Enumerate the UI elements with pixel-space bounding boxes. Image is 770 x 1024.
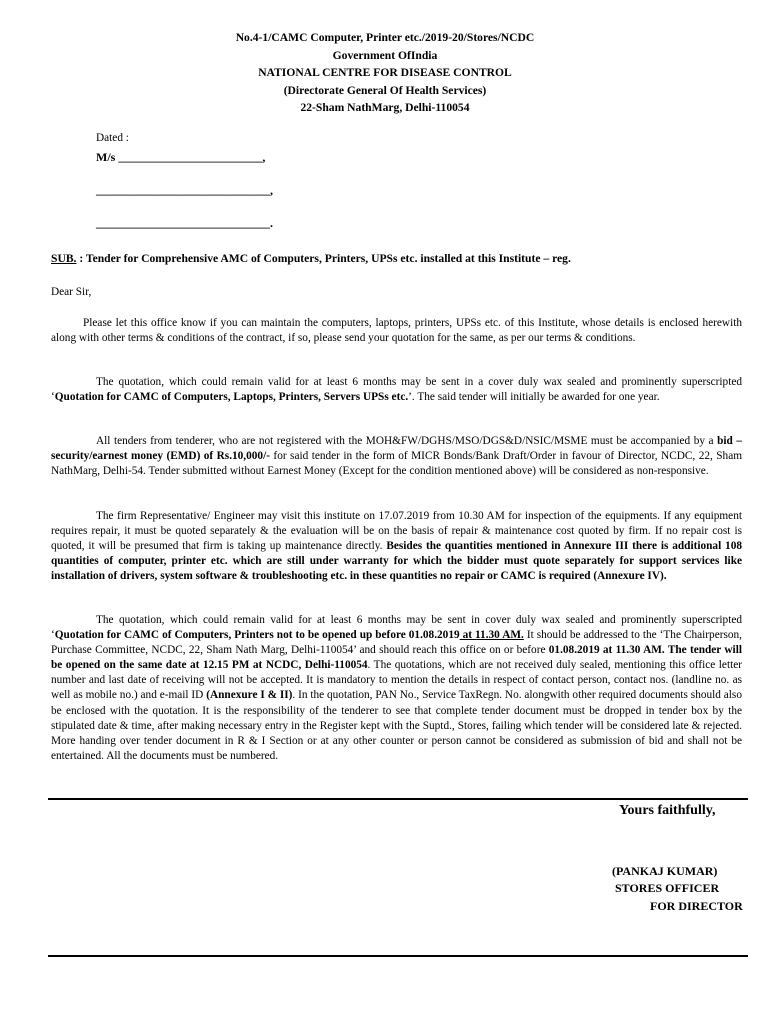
addressee-line-3: _____________________________. xyxy=(96,216,273,230)
yours-faithfully: Yours faithfully, xyxy=(619,803,716,818)
divider-bottom xyxy=(48,955,748,957)
paragraph-5-text-2: It should be addressed to the ‘The Chairperson, Purchase Committee, NCDC, 22, Sham Nath Marg, Delhi-110054’ and should reach this office on or before xyxy=(51,629,742,657)
address-line: 22-Sham NathMarg, Delhi-110054 xyxy=(300,101,470,114)
paragraph-4 xyxy=(51,509,742,584)
paragraph-5-text-4: . In the quotation, PAN No., Service TaxRegn. No. alongwith other required documents should also be enclosed with the quotation. It is the responsibility of the tenderer to see that complete tender document must be dropped in tender box by the stipulated date & time, after making necessary entry in the Register kept with the Suptd., Stores, failing which tender will be considered late & rejected. More handing over tender document in R & I Section or at any other counter or person cannot be considered as submission of bid and shall not be entertained. All the documents must be numbered. xyxy=(51,689,742,762)
paragraph-5-text: The quotation, which could remain valid for at least 6 months may be sent in cover duly wax sealed and prominently superscripted ‘ xyxy=(51,614,742,642)
signatory-designation: STORES OFFICER xyxy=(615,881,720,895)
signatory-name: (PANKAJ KUMAR) xyxy=(612,864,718,878)
paragraph-4-text: The firm Representative/ Engineer may visit this institute on 17.07.2019 from 10.30 AM for inspection of the equipments. If any equipment requires repair, it must be quoted separately & the evaluation will be on the basis of repair & maintenance cost quoted by firm. If no repair cost is quoted, it will be presumed that firm is taking up maintenance directly. xyxy=(51,510,742,553)
paragraph-3-text: All tenders from tenderer, who are not registered with the MOH&FW/DGHS/MSO/DGS&D/NSIC/MSME must be accompanied by a xyxy=(96,435,718,447)
paragraph-3 xyxy=(51,434,742,479)
paragraph-2 xyxy=(51,375,742,405)
paragraph-3-bold: bid – security/earnest money (EMD) of Rs.10,000/- xyxy=(51,435,742,463)
paragraph-5 xyxy=(51,613,742,764)
subject-text: : Tender for Comprehensive AMC of Computers, Printers, UPSs etc. installed at this Institute – reg. xyxy=(76,252,571,265)
paragraph-5-bold-2: 01.08.2019 at 11.30 AM. The tender will be opened on the same date at 12.15 PM at NCDC, Delhi-110054 xyxy=(51,644,742,672)
addressee-line-2: _____________________________, xyxy=(96,183,273,197)
paragraph-5-bold-3: (Annexure I & II) xyxy=(206,689,293,702)
subject-line xyxy=(51,252,571,265)
letter-header xyxy=(0,29,770,117)
paragraph-1: Please let this office know if you can maintain the computers, laptops, printers, UPSs etc. of this Institute, whose details is enclosed herewith along with other terms & conditions of the contract, if so, please send your quotation for the same, as per our terms & conditions. xyxy=(51,317,742,345)
government-line: Government OfIndia xyxy=(332,48,438,62)
paragraph-2-text: The quotation, which could remain valid for at least 6 months may be sent in a cover duly wax sealed and prominently superscripted ‘ xyxy=(51,376,742,404)
paragraph-5-bold-1: Quotation for CAMC of Computers, Printers not to be opened up before 01.08.2019 xyxy=(54,629,460,642)
addressee-ms-line: M/s ________________________, xyxy=(96,150,266,164)
directorate-line: (Directorate General Of Health Services) xyxy=(283,83,487,97)
reference-number: No.4-1/CAMC Computer, Printer etc./2019-20/Stores/NCDC xyxy=(235,31,535,44)
paragraph-2-bold: Quotation for CAMC of Computers, Laptops, Printers, Servers UPSs etc. xyxy=(54,391,409,404)
salutation: Dear Sir, xyxy=(51,286,92,298)
paragraph-5-bold-underlined: at 11.30 AM. xyxy=(459,629,524,642)
signatory-for: FOR DIRECTOR xyxy=(650,899,743,913)
paragraph-2-text-end: ’. The said tender will initially be awarded for one year. xyxy=(408,391,660,404)
paragraph-3-text-end: for said tender in the form of MICR Bonds/Bank Draft/Order in favour of Director, NCDC, 22, Sham NathMarg, Delhi-54. Tender submitted without Earnest Money (Except for the condition mentioned above) will be considered as non-responsive. xyxy=(51,450,742,478)
divider-top xyxy=(48,798,748,800)
subject-label: SUB. xyxy=(51,252,77,265)
paragraph-5-text-3: . The quotations, which are not received duly sealed, mentioning this office letter number and last date of receiving will not be accepted. It is mandatory to mention the details in respect of contact person, contact nos. (landline no. as well as mobile no.) and e-mail ID xyxy=(51,659,743,702)
dated-label: Dated : xyxy=(96,132,129,144)
paragraph-4-bold: Besides the quantities mentioned in Annexure III there is additional 108 quantities of computer, printer etc. which are still under warranty for which the bidder must quote separately for support services like installation of drivers, system software & troubleshooting etc. in these quantities no repair or CAMC is required (Annexure IV). xyxy=(51,540,743,583)
centre-name: NATIONAL CENTRE FOR DISEASE CONTROL xyxy=(258,66,512,79)
